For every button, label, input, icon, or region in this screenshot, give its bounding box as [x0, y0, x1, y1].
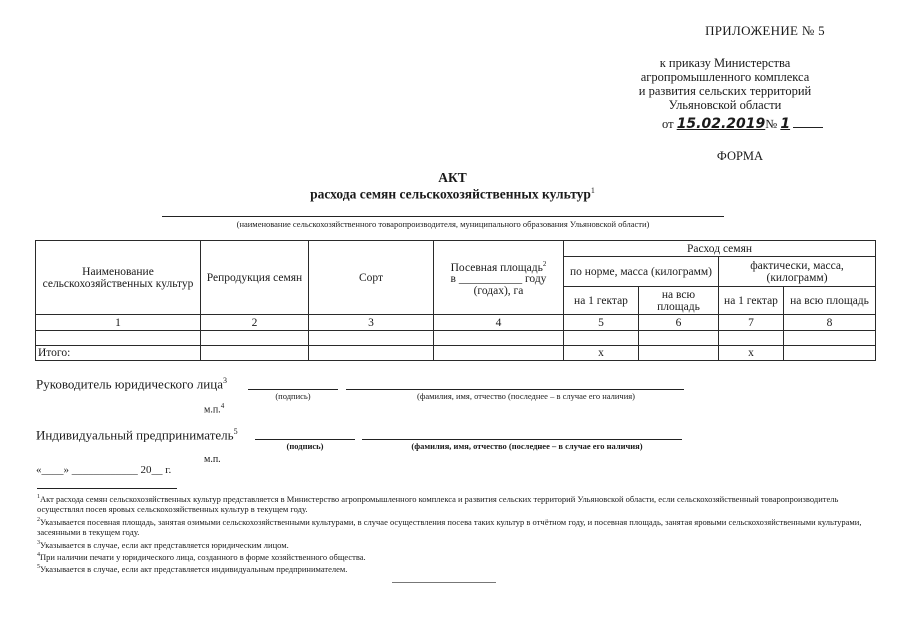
footnote-ref-5: 5 [233, 427, 238, 436]
head-label-text: Руководитель юридического лица [36, 376, 223, 392]
footnote: $^4$При наличии печати у юридического лица, созданного в форме хозяйственного общества. [37, 551, 366, 562]
footnote-ref-4: 4 [220, 402, 225, 410]
stamp-place-1: м.п.$^4$ [204, 402, 225, 416]
head-signature-line [248, 389, 338, 390]
column-number: 6 [639, 315, 719, 331]
total-row [36, 346, 876, 361]
act-title: АКТ [438, 170, 467, 185]
footnote-ref-2: 2 [542, 259, 547, 268]
column-number: 4 [434, 315, 564, 331]
header-crop-name: Наименование сельскохозяйственных культур [36, 241, 201, 315]
column-number: 5 [564, 315, 639, 331]
total-label: Итого: [36, 346, 201, 361]
head-signature-label [36, 376, 227, 392]
order-reference [560, 56, 890, 112]
head-name-caption: (фамилия, имя, отчество (последнее – в случае его наличия) [417, 391, 635, 401]
ip-label-text: Индивидуальный предприниматель [36, 427, 234, 443]
order-number: 1 [780, 116, 791, 132]
header-norm-per-hectare: на 1 гектар [564, 287, 639, 315]
footnotes [37, 492, 877, 575]
column-number: 8 [784, 315, 876, 331]
sown-area-unit: (годах), га [473, 285, 524, 298]
header-sort: Сорт [309, 241, 434, 315]
footnote: $^5$Указывается в случае, если акт представляется индивидуальным предпринимателем. [37, 564, 348, 575]
head-name-line [346, 389, 684, 390]
header-actual-per-hectare: на 1 гектар [719, 287, 784, 315]
date-prefix: от [662, 117, 674, 131]
order-line-2: агропромышленного комплекса [640, 70, 810, 84]
total-norm-x: x [564, 346, 639, 361]
appendix-title: ПРИЛОЖЕНИЕ № 5 [705, 23, 825, 38]
seed-consumption-table [35, 240, 876, 361]
column-number: 1 [36, 315, 201, 331]
header-reproduction: Репродукция семян [201, 241, 309, 315]
header-sown-area [434, 241, 564, 315]
header-seed-consumption: Расход семян [564, 241, 876, 257]
form-label: ФОРМА [716, 149, 764, 163]
header-norm-total-area: на всю площадь [639, 287, 719, 315]
order-date-number [662, 116, 823, 132]
order-line-3: и развития сельских территорий [638, 84, 812, 98]
footnote-ref-3: 3 [222, 376, 227, 385]
ip-signature-caption: (подпись) [286, 441, 324, 451]
stamp-place-2: м.п. [204, 454, 221, 465]
head-signature-caption: (подпись) [275, 391, 311, 401]
column-number: 2 [201, 315, 309, 331]
column-number: 7 [719, 315, 784, 331]
date-blank: «____» ____________ 20__ г. [36, 464, 172, 476]
footnote: $^3$Указывается в случае, если акт представляется юридическим лицом. [37, 539, 289, 550]
header-by-norm: по норме, масса (килограмм) [564, 257, 719, 287]
ip-name-line [362, 439, 682, 440]
sown-area-year: в ___________ году [450, 273, 547, 286]
footnote-ref-1: 1 [590, 186, 595, 195]
organization-caption: (наименование сельскохозяйственного товаропроизводителя, муниципального образования Ульяновской области) [236, 219, 650, 229]
order-line-1: к приказу Министерства [659, 56, 791, 70]
header-actual: фактически, масса, (килограмм) [719, 257, 876, 287]
total-actual-x: x [719, 346, 784, 361]
header-actual-total-area: на всю площадь [784, 287, 876, 315]
act-subtitle-text: расхода семян сельскохозяйственных культур [310, 186, 591, 202]
table-row [36, 331, 876, 346]
footnote: $^2$Указывается посевная площадь, занятая озимыми сельскохозяйственными культурами, в случае осуществления посева таких культур в отчётном году, и посевная площадь, занятая яровыми сельскохозяйственными культурами, засеянными в текущем году. [37, 516, 862, 538]
ip-signature-label [36, 427, 238, 443]
footnote-separator [37, 488, 177, 489]
bottom-divider [392, 582, 496, 583]
ip-signature-line [255, 439, 355, 440]
sown-area-label: Посевная площадь [450, 261, 543, 274]
number-prefix: № [765, 117, 778, 131]
organization-line [162, 216, 724, 217]
order-date: 15.02.2019 [676, 116, 766, 132]
column-number: 3 [309, 315, 434, 331]
order-line-4: Ульяновской области [668, 98, 782, 112]
ip-name-caption: (фамилия, имя, отчество (последнее – в случае его наличия) [411, 441, 643, 451]
act-subtitle [0, 186, 905, 203]
footnote: $^1$Акт расхода семян сельскохозяйственных культур представляется в Министерство агропромышленного комплекса и развития сельских территорий Ульяновской области, если сельскохозяйственный товаропроизводитель осуществлял посев яровых сельскохозяйственных культур в текущем году. [37, 493, 839, 515]
